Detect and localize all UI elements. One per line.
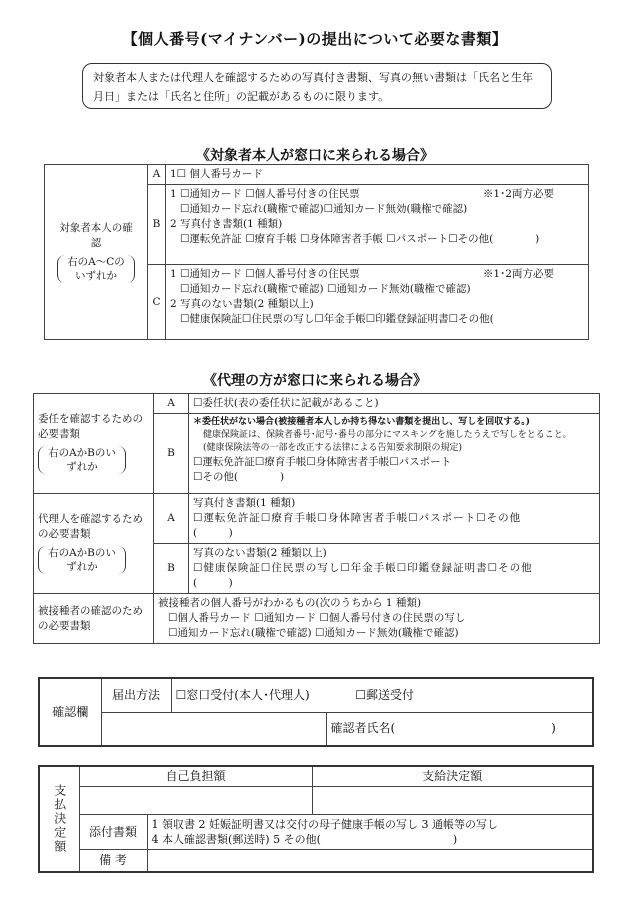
recipient-cell xyxy=(34,594,154,644)
payment-table xyxy=(38,765,594,873)
attach-line: 1 領収書 2 妊娠証明書又は交付の母子健康手帳の写し 3 通帳等の写し xyxy=(151,818,498,831)
delegation-cell xyxy=(34,394,154,494)
row-c-line1-text: 1 ☐通知カード ☐個人番号付きの住民票 xyxy=(170,268,360,280)
page-title: 【個人番号(マイナンバー)の提出について必要な書類】 xyxy=(122,30,508,48)
row-b-line1 xyxy=(170,187,584,202)
g1-b-small: (健康保険法等の一部を改正する法律による告知要求制限の規定) xyxy=(203,443,463,453)
delegation-paren: 右のAかBのいずれか xyxy=(38,446,126,474)
g3-line: ☐通知カード忘れ(職権で確認) ☐通知カード無効(職権で確認) xyxy=(168,627,459,639)
self-pay-header: 自己負担額 xyxy=(79,766,312,787)
section1-table xyxy=(44,164,589,340)
self-check-cell xyxy=(45,165,148,340)
row-key-b: B xyxy=(154,544,189,594)
attach-line: 4 本人確認書類(郵送時) 5 その他( ) xyxy=(151,833,458,846)
option-window[interactable]: ☐窓口受付(本人･代理人) xyxy=(175,687,310,702)
proxy-label: 代理人を確認するための必要書類 xyxy=(38,513,143,540)
g2-a-line: ☐運転免許証☐療育手帳☐身体障害者手帳☐パスポート☐その他 xyxy=(193,512,522,524)
row-c-line: ☐通知カード忘れ(職権で確認) ☐通知カード無効(職権で確認) xyxy=(180,283,471,295)
g2-b-line2: ( ) xyxy=(193,577,233,589)
row-a-line: 1☐ 個人番号カード xyxy=(170,168,263,180)
remarks-value[interactable] xyxy=(147,850,593,872)
g1-b-small: 健康保険証は、保険者番号･記号･番号の部分にマスキングを施したうえで写しをとること。 xyxy=(203,430,572,440)
row-key-a: A xyxy=(154,494,189,544)
row-c-line1 xyxy=(170,267,584,282)
g2-a-line2: ( ) xyxy=(193,527,233,539)
g2-b-title: 写真のない書類(2 種類以上) xyxy=(193,547,327,559)
section2-table xyxy=(33,393,600,644)
row-key-b: B xyxy=(154,414,189,494)
g1-b-line: ☐その他( ) xyxy=(193,471,285,483)
confirm-table xyxy=(38,677,594,747)
row-b-line: ☐通知カード忘れ(職権で確認)☐通知カード無効(職権で確認) xyxy=(180,203,468,215)
row-c-line: ☐健康保険証☐住民票の写し☐年金手帳☐印鑑登録証明書☐その他( xyxy=(180,313,494,325)
g3-title: 被接種者の個人番号がわかるもの(次のうちから 1 種類) xyxy=(158,597,422,609)
benefit-header: 支給決定額 xyxy=(312,766,593,787)
benefit-value[interactable] xyxy=(312,787,593,815)
g2-a-title: 写真付き書類(1 種類) xyxy=(193,497,296,509)
row-key: B xyxy=(148,185,166,265)
g1-b-line: ☐運転免許証☐療育手帳☐身体障害者手帳☐パスポート xyxy=(193,456,452,468)
delegation-label: 委任を確認するための必要書類 xyxy=(38,413,143,440)
g2-b-content xyxy=(189,544,600,594)
recipient-label: 被接種者の確認のための必要書類 xyxy=(38,604,143,632)
self-check-paren: 右のA～Cのいずれか xyxy=(57,255,135,283)
confirm-blank xyxy=(101,712,326,746)
g3-line: ☐個人番号カード ☐通知カード ☐個人番号付きの住民票の写し xyxy=(168,612,466,624)
row-b-line: ☐運転免許証 ☐療育手帳 ☐身体障害者手帳 ☐パスポート☐その他( ) xyxy=(180,233,540,245)
row-c-line: 2 写真のない書類(2 種類以上) xyxy=(170,298,314,310)
notice-box: 対象者本人または代理人を確認するための写真付き書類、写真の無い書類は「氏名と生年月日」または「氏名と住所」の記載があるものに限ります。 xyxy=(82,63,552,109)
g3-content xyxy=(154,594,600,644)
confirmer-name[interactable]: 確認者氏名( ) xyxy=(326,712,593,746)
section1-heading: 《対象者本人が窓口に来られる場合》 xyxy=(196,148,434,164)
row-b-line: 2 写真付き書類(1 種類) xyxy=(170,218,283,230)
row-key-a: A xyxy=(154,394,189,414)
g1-a-line: ☐委任状(表の委任状に記載があること) xyxy=(193,397,379,409)
method-label: 届出方法 xyxy=(101,678,171,712)
g1-a-content xyxy=(189,394,600,414)
g1-b-content xyxy=(189,414,600,494)
payment-label: 支払決定額 xyxy=(52,783,67,854)
confirm-label: 確認欄 xyxy=(39,678,101,746)
attach-label: 添付書類 xyxy=(79,815,147,850)
payment-label-cell xyxy=(39,766,79,872)
row-b-note: ※1･2両方必要 xyxy=(482,188,554,200)
option-mail[interactable]: ☐郵送受付 xyxy=(355,687,415,702)
g2-a-content xyxy=(189,494,600,544)
self-pay-value[interactable] xyxy=(79,787,312,815)
method-options xyxy=(171,678,593,712)
remarks-label: 備 考 xyxy=(79,850,147,872)
proxy-cell xyxy=(34,494,154,594)
row-key: A xyxy=(148,165,166,185)
attach-content xyxy=(147,815,593,850)
row-a-content xyxy=(166,165,589,185)
g1-b-bold: ＊委任状がない場合(被接種者本人しか持ち得ない書類を提出し、写しを回収する。) xyxy=(193,417,531,427)
row-c-note: ※1･2両方必要 xyxy=(482,268,554,280)
row-c-content xyxy=(166,265,589,340)
row-b-line1-text: 1 ☐通知カード ☐個人番号付きの住民票 xyxy=(170,188,360,200)
row-b-content xyxy=(166,185,589,265)
section2-heading: 《代理の方が窓口に来られる場合》 xyxy=(203,373,427,389)
proxy-paren: 右のAかBのいずれか xyxy=(38,546,126,574)
g2-b-line: ☐健康保険証☐住民票の写し☐年金手帳☐印鑑登録証明書☐その他 xyxy=(193,562,533,574)
row-key: C xyxy=(148,265,166,340)
self-check-label: 対象者本人の確認 xyxy=(59,221,133,249)
